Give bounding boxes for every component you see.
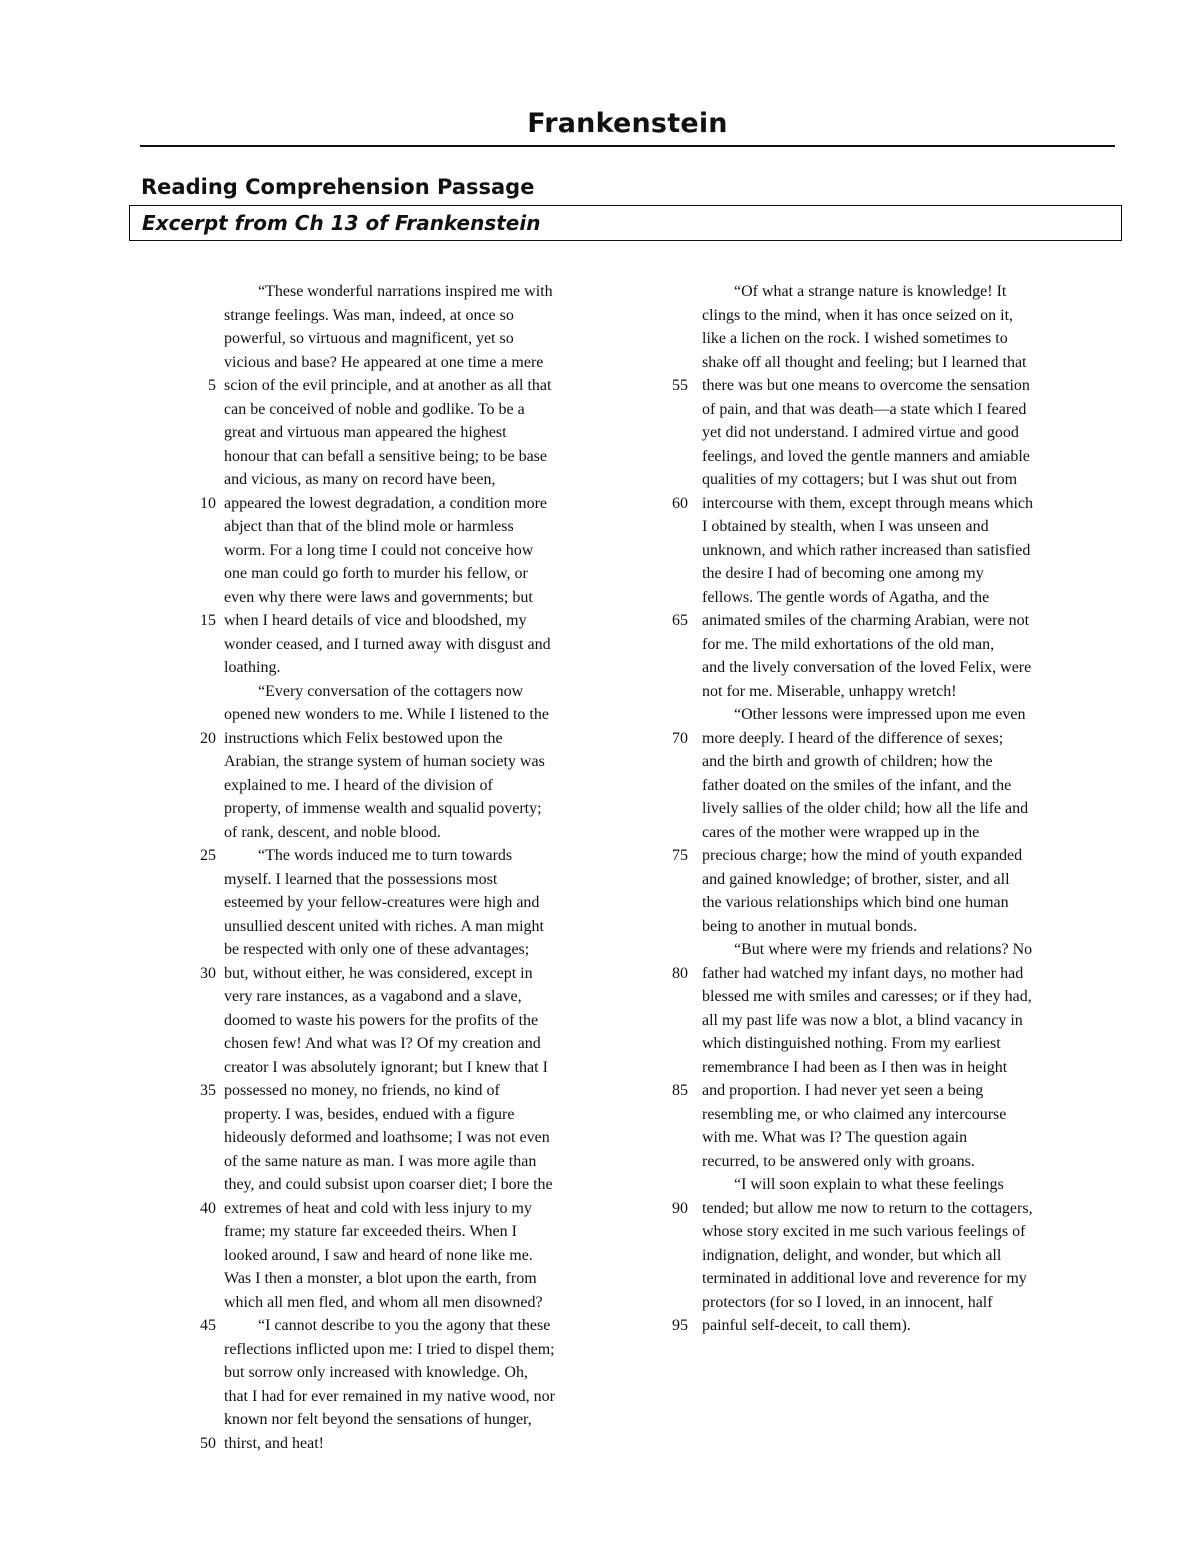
line-text: cares of the mother were wrapped up in the	[702, 823, 980, 841]
line-text: of the same nature as man. I was more agile than	[224, 1152, 537, 1170]
line-number: 30	[200, 964, 216, 982]
line-number: 5	[208, 377, 216, 394]
line-text: but, without either, he was considered, except in	[224, 964, 533, 982]
line-text: doomed to waste his powers for the profits of the	[224, 1011, 539, 1029]
line-text: scion of the evil principle, and at another as all that	[224, 377, 552, 394]
line-text: and the lively conversation of the loved Felix, were	[702, 659, 1032, 676]
line-text: “The words induced me to turn towards	[258, 847, 513, 864]
line-number: 15	[200, 612, 216, 629]
line-text: can be conceived of noble and godlike. To be a	[224, 400, 525, 418]
line-text: Arabian, the strange system of human society was	[224, 753, 545, 770]
line-text: whose story excited in me such various feelings of	[702, 1223, 1026, 1240]
line-text: terminated in additional love and reverence for my	[702, 1270, 1027, 1287]
line-text: extremes of heat and cold with less injury to my	[224, 1199, 532, 1217]
line-text: unknown, and which rather increased than satisfied	[702, 541, 1031, 559]
line-text: property, of immense wealth and squalid poverty;	[224, 800, 542, 817]
line-text: wonder ceased, and I turned away with disgust and	[224, 635, 551, 653]
line-text: be respected with only one of these advantages;	[224, 941, 530, 958]
line-text: clings to the mind, when it has once seized on it,	[702, 306, 1014, 324]
line-text: worm. For a long time I could not conceive how	[224, 541, 534, 559]
line-text: with me. What was I? The question again	[702, 1129, 968, 1146]
line-text: Was I then a monster, a blot upon the earth, from	[224, 1270, 537, 1287]
line-text: painful self-deceit, to call them).	[702, 1317, 911, 1334]
line-text: esteemed by your fellow-creatures were high and	[224, 894, 540, 911]
line-text: the desire I had of becoming one among my	[702, 565, 984, 582]
line-number: 20	[200, 729, 216, 747]
line-text: all my past life was now a blot, a blind vacancy in	[702, 1011, 1023, 1029]
line-text: loathing.	[224, 659, 281, 676]
line-number: 25	[200, 847, 216, 864]
line-text: looked around, I saw and heard of none like me.	[224, 1246, 533, 1264]
line-text: that I had for ever remained in my native wood, nor	[224, 1387, 555, 1405]
line-text: they, and could subsist upon coarser diet; I bore the	[224, 1176, 553, 1193]
line-number: 50	[200, 1434, 216, 1452]
line-text: great and virtuous man appeared the highest	[224, 424, 507, 441]
line-text: when I heard details of vice and bloodshed, my	[224, 612, 527, 629]
line-text: and vicious, as many on record have been,	[224, 471, 496, 488]
line-text: “Of what a strange nature is knowledge! It	[734, 283, 1007, 300]
document-title: Frankenstein	[527, 108, 728, 139]
line-number: 70	[672, 729, 688, 747]
line-text: “But where were my friends and relations? No	[734, 941, 1033, 958]
line-number: 35	[200, 1082, 216, 1099]
line-text: creator I was absolutely ignorant; but I knew that I	[224, 1058, 548, 1076]
subtitle-box	[129, 205, 1122, 241]
line-text: more deeply. I heard of the difference of sexes;	[702, 729, 1004, 747]
line-text: “Every conversation of the cottagers now	[258, 682, 524, 700]
line-text: remembrance I had been as I then was in height	[702, 1058, 1008, 1076]
line-text: I obtained by stealth, when I was unseen and	[702, 518, 989, 535]
line-text: reflections inflicted upon me: I tried to dispel them;	[224, 1340, 555, 1358]
line-text: and gained knowledge; of brother, sister, and all	[702, 870, 1010, 888]
line-number: 10	[200, 494, 216, 512]
line-text: father had watched my infant days, no mother had	[702, 964, 1024, 982]
line-text: even why there were laws and governments; but	[224, 588, 533, 606]
line-text: chosen few! And what was I? Of my creation and	[224, 1035, 541, 1052]
line-text: “I will soon explain to what these feelings	[734, 1176, 1004, 1193]
title-divider	[140, 145, 1115, 147]
line-text: known nor felt beyond the sensations of hunger,	[224, 1411, 532, 1428]
line-text: opened new wonders to me. While I listened to the	[224, 706, 549, 723]
line-text: the various relationships which bind one human	[702, 894, 1009, 911]
line-text: honour that can befall a sensitive being; to be base	[224, 447, 548, 465]
line-text: vicious and base? He appeared at one time a mere	[224, 353, 544, 371]
line-text: unsullied descent united with riches. A man might	[224, 917, 544, 935]
line-text: protectors (for so I loved, in an innocent, half	[702, 1293, 993, 1311]
line-text: fellows. The gentle words of Agatha, and the	[702, 588, 990, 606]
line-number: 85	[672, 1082, 688, 1099]
line-text: of pain, and that was death—a state which I feared	[702, 400, 1027, 418]
line-text: “Other lessons were impressed upon me even	[734, 706, 1026, 723]
line-text: qualities of my cottagers; but I was shut out from	[702, 471, 1018, 488]
line-text: myself. I learned that the possessions most	[224, 870, 498, 888]
line-text: explained to me. I heard of the division of	[224, 776, 493, 794]
line-text: blessed me with smiles and caresses; or if they had,	[702, 988, 1032, 1005]
line-text: frame; my stature far exceeded theirs. When I	[224, 1223, 517, 1240]
line-text: feelings, and loved the gentle manners and amiable	[702, 447, 1030, 465]
line-text: lively sallies of the older child; how all the life and	[702, 800, 1029, 817]
line-text: which all men fled, and whom all men disowned?	[224, 1293, 543, 1311]
line-text: property. I was, besides, endued with a figure	[224, 1105, 515, 1123]
line-text: strange feelings. Was man, indeed, at once so	[224, 306, 514, 324]
line-text: but sorrow only increased with knowledge. Oh,	[224, 1364, 528, 1381]
line-number: 95	[672, 1317, 688, 1334]
line-number: 90	[672, 1199, 688, 1217]
line-text: “I cannot describe to you the agony that these	[258, 1317, 551, 1334]
line-text: instructions which Felix bestowed upon the	[224, 729, 503, 747]
line-number: 60	[672, 494, 688, 512]
section-heading: Reading Comprehension Passage	[141, 175, 535, 199]
line-text: like a lichen on the rock. I wished sometimes to	[702, 330, 1008, 347]
line-text: which distinguished nothing. From my earliest	[702, 1035, 1001, 1052]
line-number: 80	[672, 964, 688, 982]
line-text: one man could go forth to murder his fellow, or	[224, 565, 528, 582]
line-text: “These wonderful narrations inspired me with	[258, 283, 553, 300]
line-text: intercourse with them, except through means which	[702, 494, 1034, 512]
line-text: being to another in mutual bonds.	[702, 917, 918, 935]
line-text: resembling me, or who claimed any intercourse	[702, 1105, 1007, 1123]
line-number: 40	[200, 1199, 216, 1217]
line-number: 45	[200, 1317, 216, 1334]
line-text: very rare instances, as a vagabond and a slave,	[224, 988, 522, 1005]
line-text: hideously deformed and loathsome; I was not even	[224, 1129, 550, 1146]
line-text: of rank, descent, and noble blood.	[224, 823, 441, 841]
line-text: precious charge; how the mind of youth expanded	[702, 847, 1023, 864]
line-text: and the birth and growth of children; how the	[702, 753, 993, 770]
line-number: 55	[672, 377, 688, 394]
line-text: tended; but allow me now to return to the cottagers,	[702, 1199, 1033, 1217]
line-text: possessed no money, no friends, no kind of	[224, 1082, 500, 1099]
line-text: powerful, so virtuous and magnificent, yet so	[224, 330, 514, 347]
line-text: not for me. Miserable, unhappy wretch!	[702, 682, 957, 700]
passage-subtitle: Excerpt from Ch 13 of Frankenstein	[142, 211, 541, 235]
line-text: thirst, and heat!	[224, 1434, 324, 1452]
line-text: animated smiles of the charming Arabian, were not	[702, 612, 1030, 629]
line-text: appeared the lowest degradation, a condition more	[224, 494, 547, 512]
line-text: there was but one means to overcome the sensation	[702, 377, 1030, 394]
line-number: 65	[672, 612, 688, 629]
line-number: 75	[672, 847, 688, 864]
line-text: indignation, delight, and wonder, but which all	[702, 1246, 1002, 1264]
line-text: and proportion. I had never yet seen a being	[702, 1082, 984, 1099]
line-text: abject than that of the blind mole or harmless	[224, 518, 514, 535]
line-text: yet did not understand. I admired virtue and good	[702, 424, 1019, 441]
line-text: for me. The mild exhortations of the old man,	[702, 635, 995, 653]
line-text: father doated on the smiles of the infant, and the	[702, 776, 1012, 794]
line-text: recurred, to be answered only with groans.	[702, 1152, 975, 1170]
line-text: shake off all thought and feeling; but I learned that	[702, 353, 1027, 371]
